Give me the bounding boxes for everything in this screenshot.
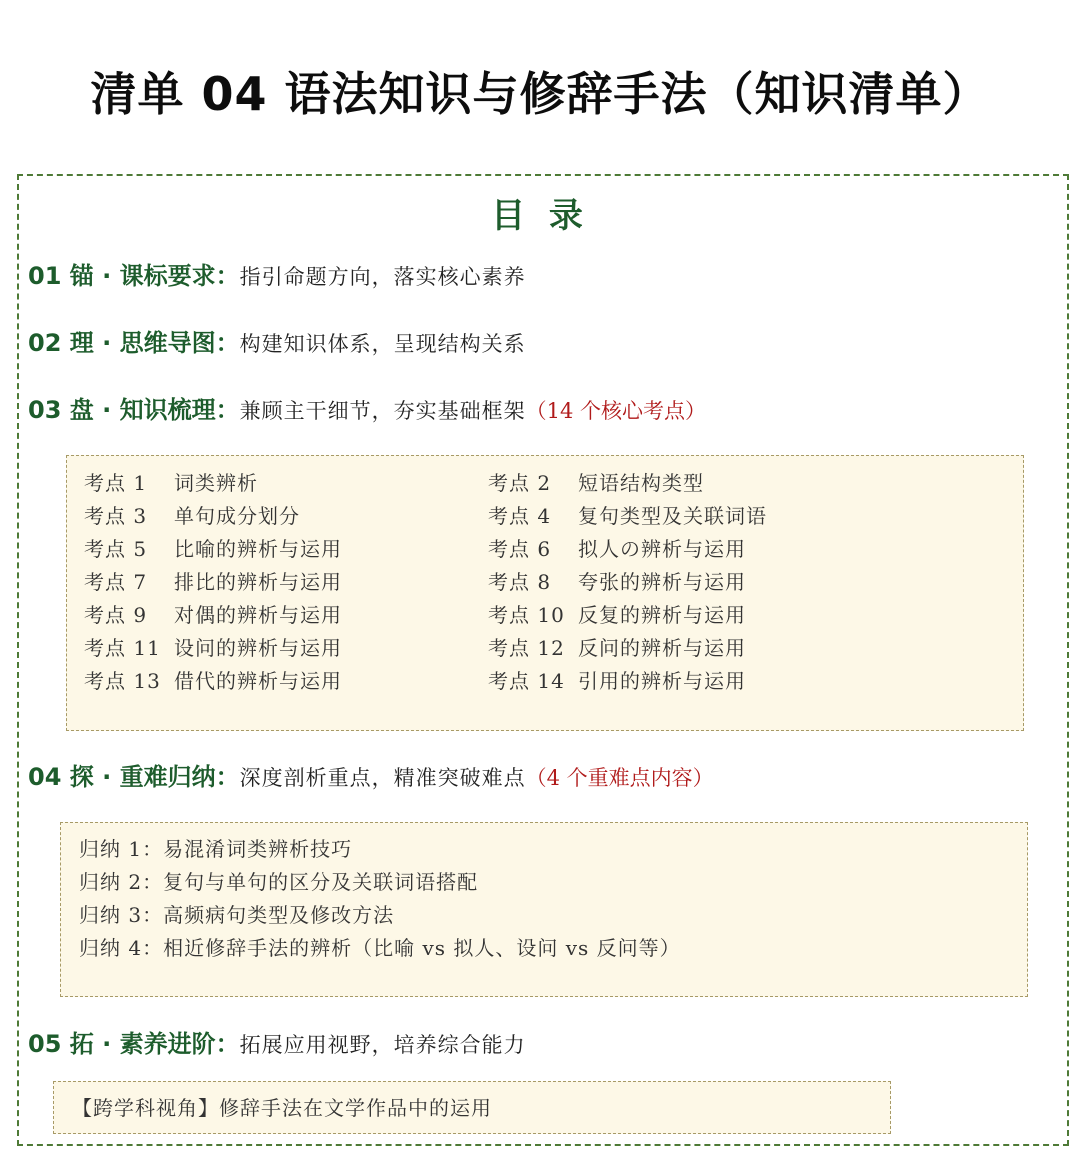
kaodian-label: 考点 9 xyxy=(84,603,148,627)
kaodian-text: 单句成分划分 xyxy=(174,504,300,528)
section-heading: 01 锚 · 课标要求： xyxy=(28,262,240,290)
section-01 xyxy=(28,259,526,296)
guina-label: 归纳 4： xyxy=(79,936,164,960)
section-description: 构建知识体系，呈现结构关系 xyxy=(239,332,526,356)
kaodian-text: 比喻的辨析与运用 xyxy=(174,537,342,561)
section-description: 指引命题方向，落实核心素养 xyxy=(239,265,526,289)
guina-item xyxy=(79,835,352,863)
section-05 xyxy=(28,1027,526,1064)
kaodian-item xyxy=(488,535,746,563)
kaodian-item xyxy=(84,502,300,530)
kaodian-item xyxy=(84,601,342,629)
kaodian-item xyxy=(488,568,746,596)
kaodian-label: 考点 3 xyxy=(84,504,148,528)
kaodian-text: 设问的辨析与运用 xyxy=(174,636,342,660)
section-count-note: （4 个重难点内容） xyxy=(525,766,714,790)
section-description: 兼顾主干细节，夯实基础框架 xyxy=(239,399,526,423)
kaodian-text: 引用的辨析与运用 xyxy=(578,669,746,693)
section-heading: 04 探 · 重难归纳： xyxy=(28,763,240,791)
section-02 xyxy=(28,326,526,363)
section-03 xyxy=(28,393,706,430)
kaodian-item xyxy=(84,634,342,662)
kaodian-item xyxy=(488,469,704,497)
page-title: 清单 04 语法知识与修辞手法（知识清单） xyxy=(90,67,990,121)
kaodian-item xyxy=(488,502,767,530)
kaodian-text: 短语结构类型 xyxy=(578,471,704,495)
kaodian-label: 考点 13 xyxy=(84,669,161,693)
kaodian-item xyxy=(488,667,746,695)
extend-item: 【跨学科视角】修辞手法在文学作品中的运用 xyxy=(72,1096,492,1120)
section-description: 拓展应用视野，培养综合能力 xyxy=(239,1033,526,1057)
guina-item xyxy=(79,934,681,962)
kaodian-item xyxy=(488,601,746,629)
kaodian-text: 拟人の辨析与运用 xyxy=(578,537,746,561)
toc-title: 目 录 xyxy=(491,196,589,236)
guina-label: 归纳 2： xyxy=(79,870,164,894)
kaodian-item xyxy=(488,634,746,662)
section-heading: 03 盘 · 知识梳理： xyxy=(28,396,240,424)
guina-item xyxy=(79,868,478,896)
guina-text: 高频病句类型及修改方法 xyxy=(163,903,395,927)
guina-label: 归纳 1： xyxy=(79,837,164,861)
kaodian-text: 排比的辨析与运用 xyxy=(174,570,342,594)
section-count-note: （14 个核心考点） xyxy=(525,399,706,423)
guina-text: 易混淆词类辨析技巧 xyxy=(163,837,353,861)
kaodian-item xyxy=(84,535,342,563)
kaodian-item xyxy=(84,667,342,695)
kaodian-label: 考点 4 xyxy=(488,504,552,528)
kaodian-text: 借代的辨析与运用 xyxy=(174,669,342,693)
section-description: 深度剖析重点，精准突破难点 xyxy=(239,766,526,790)
kaodian-label: 考点 10 xyxy=(488,603,565,627)
kaodian-text: 反问的辨析与运用 xyxy=(578,636,746,660)
kaodian-item xyxy=(84,469,258,497)
kaodian-label: 考点 1 xyxy=(84,471,148,495)
section-04 xyxy=(28,760,714,797)
guina-label: 归纳 3： xyxy=(79,903,164,927)
kaodian-text: 对偶的辨析与运用 xyxy=(174,603,342,627)
kaodian-label: 考点 14 xyxy=(488,669,565,693)
kaodian-item xyxy=(84,568,342,596)
guina-text: 复句与单句的区分及关联词语搭配 xyxy=(163,870,479,894)
kaodian-label: 考点 8 xyxy=(488,570,552,594)
kaodian-label: 考点 12 xyxy=(488,636,565,660)
guina-item xyxy=(79,901,394,929)
kaodian-text: 夸张的辨析与运用 xyxy=(578,570,746,594)
kaodian-text: 词类辨析 xyxy=(174,471,258,495)
kaodian-label: 考点 11 xyxy=(84,636,161,660)
section-heading: 02 理 · 思维导图： xyxy=(28,329,240,357)
kaodian-label: 考点 7 xyxy=(84,570,148,594)
kaodian-label: 考点 6 xyxy=(488,537,552,561)
kaodian-text: 反复的辨析与运用 xyxy=(578,603,746,627)
guina-text: 相近修辞手法的辨析（比喻 vs 拟人、设问 vs 反问等） xyxy=(163,936,681,960)
section-heading: 05 拓 · 素养进阶： xyxy=(28,1030,240,1058)
kaodian-text: 复句类型及关联词语 xyxy=(578,504,767,528)
kaodian-label: 考点 5 xyxy=(84,537,148,561)
kaodian-label: 考点 2 xyxy=(488,471,552,495)
